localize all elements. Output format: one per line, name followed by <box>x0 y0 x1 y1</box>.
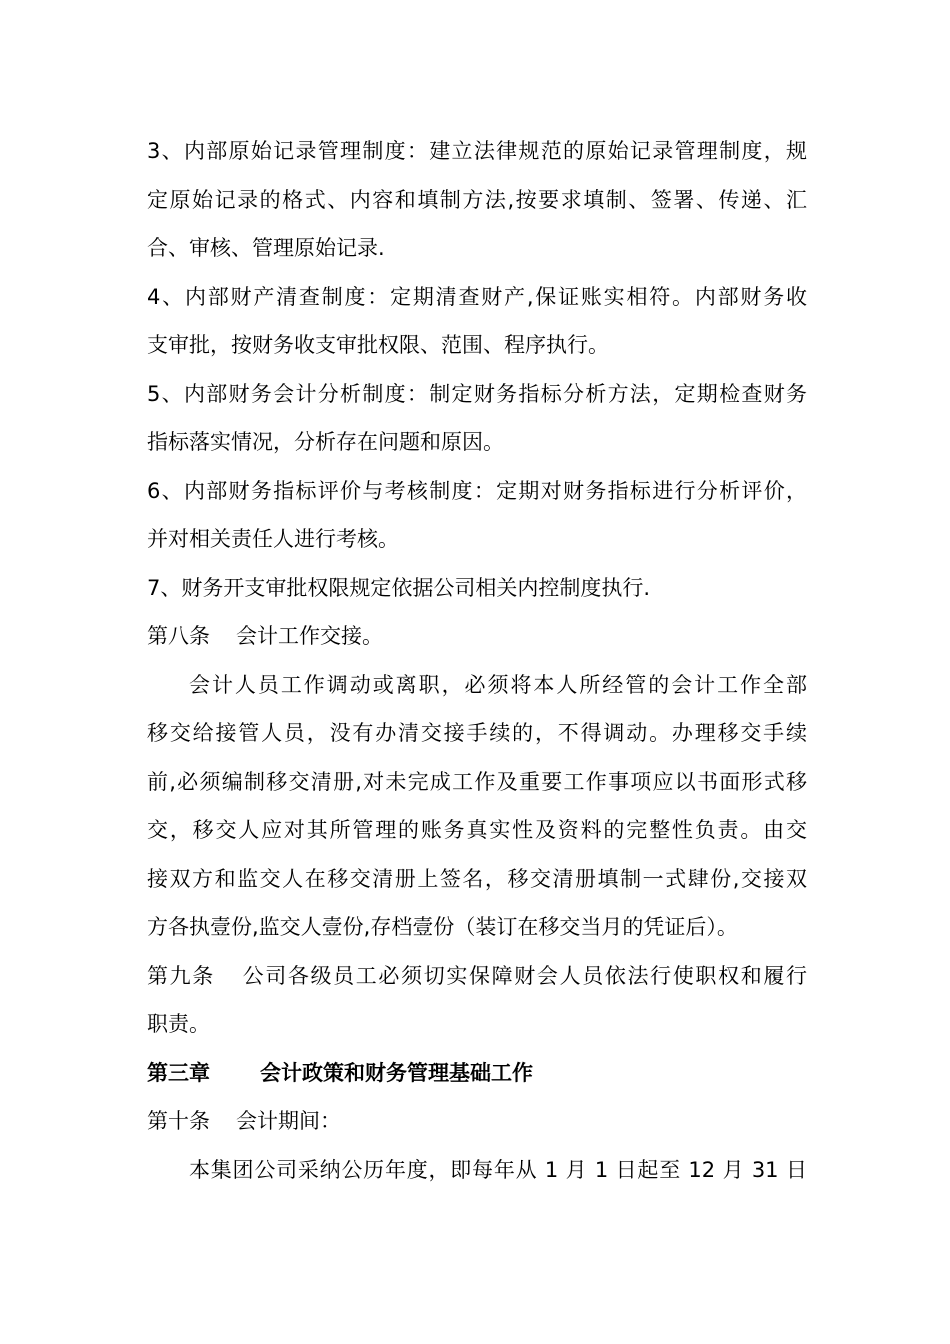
paragraph-line: 并对相关责任人进行考核。 <box>147 527 399 551</box>
paragraph-line: 3、内部原始记录管理制度：建立法律规范的原始记录管理制度，规 <box>147 139 807 163</box>
article-heading <box>147 952 807 1001</box>
paragraph-line: 支审批，按财务收支审批权限、范围、程序执行。 <box>147 333 609 357</box>
paragraph-line: 会计人员工作调动或离职，必须将本人所经管的会计工作全部 <box>189 672 807 697</box>
paragraph-line: 方各执壹份,监交人壹份,存档壹份（装订在移交当月的凭证后）。 <box>147 915 738 939</box>
paragraph-line: 6、内部财务指标评价与考核制度：定期对财务指标进行分析评价， <box>147 478 807 503</box>
article-title: 会计期间： <box>236 1109 341 1133</box>
paragraph-line: 5、内部财务会计分析制度：制定财务指标分析方法，定期检查财务 <box>147 381 807 406</box>
paragraph-line: 本集团公司采纳公历年度，即每年从 1 月 1 日起至 12 月 31 日 <box>189 1157 807 1182</box>
chapter-number: 第三章 <box>147 1060 210 1085</box>
document-body <box>147 127 807 1194</box>
chapter-heading <box>147 1049 807 1098</box>
article-number: 第八条 <box>147 624 210 648</box>
paragraph-line: 定原始记录的格式、内容和填制方法,按要求填制、签署、传递、汇 <box>147 187 807 212</box>
article-number: 第九条 <box>147 963 215 988</box>
paragraph-line: 指标落实情况，分析存在问题和原因。 <box>147 430 504 454</box>
article-heading <box>147 612 807 661</box>
paragraph-line: 前,必须编制移交清册,对未完成工作及重要工作事项应以书面形式移 <box>147 769 807 794</box>
chapter-title: 会计政策和财务管理基础工作 <box>260 1060 533 1085</box>
paragraph-line: 交，移交人应对其所管理的账务真实性及资料的完整性负责。由交 <box>147 818 807 842</box>
article-title: 会计工作交接。 <box>236 624 383 648</box>
article-heading <box>147 1097 807 1146</box>
paragraph-line: 合、审核、管理原始记录. <box>147 236 385 260</box>
article-text: 公司各级员工必须切实保障财会人员依法行使职权和履行 <box>240 963 808 988</box>
paragraph-line: 职责。 <box>147 1012 210 1036</box>
article-number: 第十条 <box>147 1109 210 1133</box>
paragraph-line: 4、内部财产清查制度：定期清查财产,保证账实相符。内部财务收 <box>147 284 807 309</box>
paragraph-line: 7、财务开支审批权限规定依据公司相关内控制度执行. <box>147 575 651 600</box>
paragraph-line: 接双方和监交人在移交清册上签名，移交清册填制一式肆份,交接双 <box>147 866 807 891</box>
paragraph-line: 移交给接管人员，没有办清交接手续的，不得调动。办理移交手续 <box>147 721 807 745</box>
